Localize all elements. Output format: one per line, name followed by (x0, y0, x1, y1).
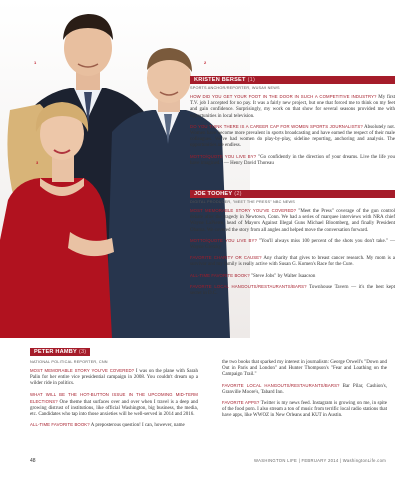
qa-item (30, 368, 198, 388)
photo-marker-3: 3 (36, 160, 39, 165)
answer: Townhouse Tavern — it's the best kept secret in D.C. (190, 284, 395, 297)
question: ALL-TIME FAVORITE BOOK? (30, 422, 90, 428)
question: MOTTO/QUOTE YOU LIVE BY? (190, 237, 257, 243)
qa-item (222, 383, 387, 396)
page-number: 48 (30, 458, 36, 464)
answer: Absolutely not. Women have become more prevalent in sports broadcasting and have earned the respect of their male colleagues. We've had women do play-by-play, sideline reporting, anchoring and analysis. The opportunities are endless. (190, 124, 395, 149)
profile-kristen-berset (190, 76, 395, 171)
question: MOTTO/QUOTE YOU LIVE BY? (190, 153, 257, 159)
name-bar (190, 190, 395, 198)
profile-role: NATIONAL POLITICAL REPORTER, CNN (30, 360, 108, 364)
question: FAVORITE LOCAL HANGOUTS/RESTAURANTS/BARS? (190, 283, 307, 289)
qa-item (190, 124, 395, 150)
qa-item (190, 208, 395, 234)
question: WHAT WILL BE THE HOT-BUTTON ISSUE IN THE UPCOMING MID-TERM ELECTIONS? (30, 391, 198, 404)
profile-number: (2) (234, 191, 242, 197)
question: FAVORITE LOCAL HANGOUTS/RESTAURANTS/BARS? (222, 382, 340, 388)
answer: A preposterous question! I can, however, name (90, 423, 185, 429)
qa-item (190, 154, 395, 167)
question: ALL-TIME FAVORITE BOOK? (190, 272, 250, 278)
profile-name: JOE TOOHEY (194, 191, 233, 197)
question: MOST MEMORABLE STORY YOU'VE COVERED? (190, 208, 297, 213)
question: HOW DID YOU GET YOUR FOOT IN THE DOOR IN SUCH A COMPETITIVE INDUSTRY? (190, 94, 377, 99)
qa-item (190, 255, 395, 268)
answer: I was on the plane with Sarah Palin for her entire vice presidential campaign in 2008. You couldn't dream up a wilder ride in politics. (30, 369, 198, 387)
answer: "You'll always miss 100 percent of the shots you don't take." — Wayne Gretzky (190, 238, 396, 251)
page-footer (30, 458, 386, 466)
photo-marker-2: 2 (204, 60, 207, 65)
answer: "Go confidently in the direction of your dreams. Live the life you have imagined." — Henry David Thoreau (190, 154, 395, 166)
qa-item (190, 238, 395, 251)
qa-item (190, 284, 395, 297)
qa-item (30, 422, 198, 429)
answer: Bar Pilar, Cashion's, Granville Moore's, Tabard Inn. (222, 383, 387, 395)
profile-number: (1) (247, 77, 256, 83)
profile-joe-toohey (190, 190, 395, 301)
name-bar (30, 348, 90, 356)
answer: "Steve Jobs" by Walter Isaacson (251, 273, 316, 279)
answer: My first T.V. job I accepted for no pay. It was a fairly new project, but one that forced me to think on my feet and gain confidence. Surprisingly, my work on that show for several seasons provided me with opportunities in local television. (190, 95, 395, 119)
answer: "Meet the Press" coverage of the gun control debate after the tragedy in Newtown, Conn. We had a series of marquee interviews with NRA chief Wayne LaPierre, head of Mayors Against Illegal Guns Michael Bloomberg, and finally President Obama. We covered the story from all angles and helped move the conversation forward. (190, 209, 396, 233)
answer: Any charity that gives to breast cancer research. My mom is a survivor and my family is really active with Susan G. Komen's Race for the Cure. (190, 256, 395, 268)
qa-item (222, 400, 387, 420)
name-bar (190, 76, 395, 84)
column-left (30, 340, 198, 434)
answer: the two books that sparked my interest in journalism: George Orwell's "Down and Out in Paris and London" and Hunter Thompson's "Fear and Loathing on the Campaign Trail." (222, 360, 387, 378)
qa-item (190, 273, 395, 280)
answer: Twitter is my news feed. Instagram is growing on me, in spite of the food porn. I also stream a ton of music from terrific local radio stations that have apps, like WWOZ in New Orleans and KUT in Austin. (222, 401, 388, 419)
question: MOST MEMORABLE STORY YOU'VE COVERED? (30, 368, 135, 373)
question: DO YOU THINK THERE IS A CAREER CAP FOR WOMEN SPORTS JOURNALISTS? (190, 123, 363, 129)
photo-marker-1: 1 (34, 60, 37, 65)
profile-name: PETER HAMBY (34, 349, 77, 355)
question: FAVORITE APPS? (222, 400, 260, 406)
column-right (222, 360, 387, 424)
profile-name: KRISTEN BERSET (194, 77, 246, 83)
qa-item (222, 360, 387, 379)
qa-item (30, 392, 198, 419)
profile-role: SPORTS ANCHOR/REPORTER, WUSA9 NEWS (190, 86, 280, 90)
publication-info: WASHINGTON LIFE | FEBRUARY 2014 | WashingtonLife.com (254, 458, 386, 463)
qa-item (190, 94, 395, 120)
profile-number: (3) (78, 349, 87, 355)
profile-role: DIGITAL PRODUCER, "MEET THE PRESS" NBC NEWS (190, 200, 296, 204)
answer: One theme that surfaces over and over when I travel is a deep and growing distrust of institutions, like official Washington, big business, the media, etc. Candidates who tap into those anxieties will be well-served in 2014 and 2016. (30, 399, 198, 418)
question: FAVORITE CHARITY OR CAUSE? (190, 255, 262, 261)
